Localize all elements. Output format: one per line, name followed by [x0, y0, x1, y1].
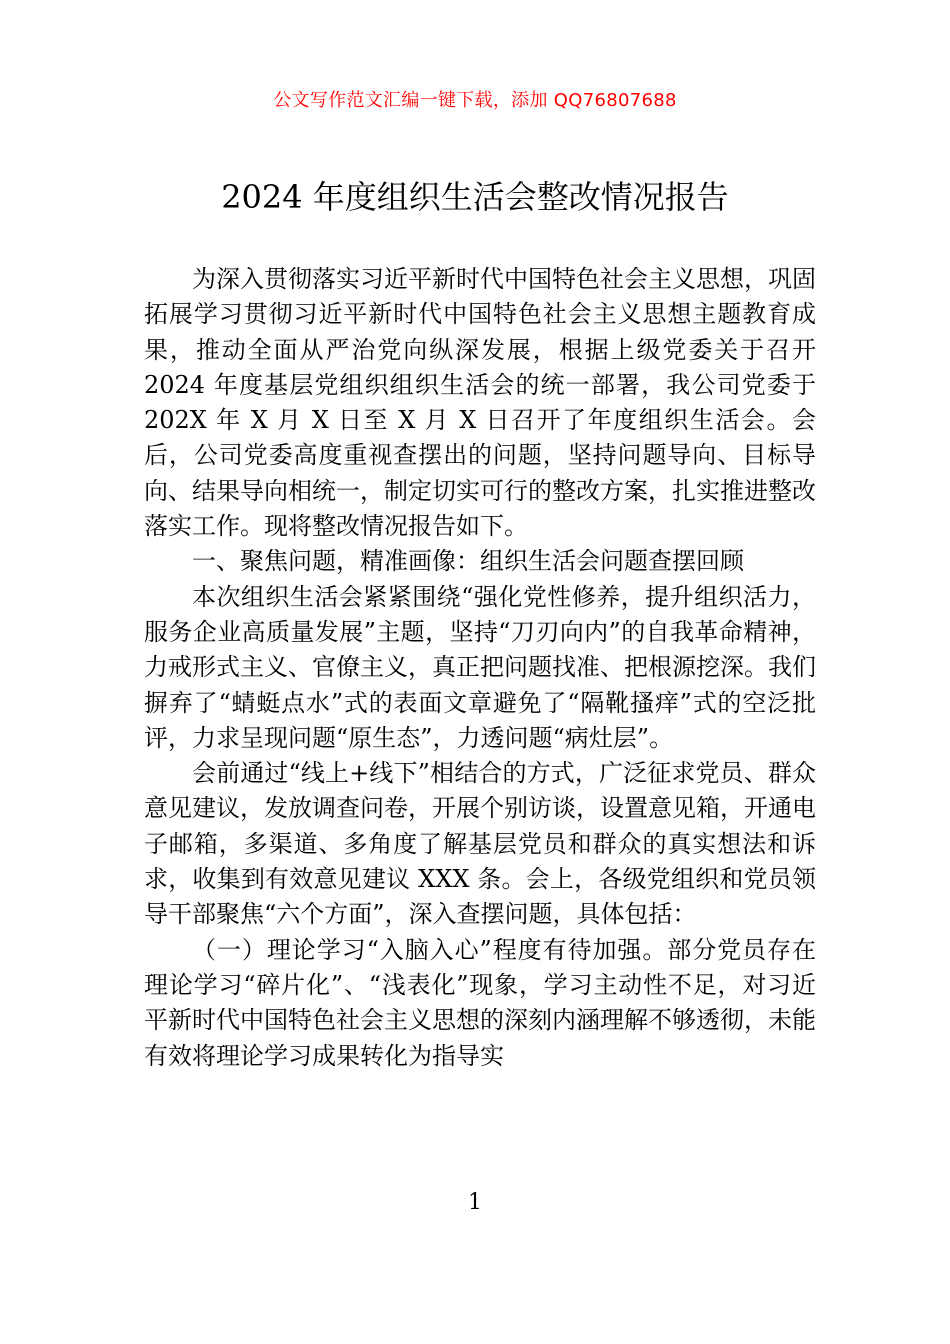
section-heading-1: 一、聚焦问题，精准画像：组织生活会问题查摆回顾 — [192, 547, 744, 576]
paragraph-collection: 会前通过“线上+线下”相结合的方式，广泛征求党员、群众意见建议，发放调查问卷，开展个别访谈，设置意见箱，开通电子邮箱，多渠道、多角度了解基层党员和群众的真实想法和诉求，收集到有效意见建议 XXX 条。会上，各级党组织和党员领导干部聚焦“六个方面”，深入查摆问题，具体包括： — [144, 759, 816, 929]
watermark-text: 公文写作范文汇编一键下载，添加 QQ76807688 — [273, 90, 677, 111]
paragraph-intro: 为深入贯彻落实习近平新时代中国特色社会主义思想，巩固拓展学习贯彻习近平新时代中国特色社会主义思想主题教育成果，推动全面从严治党向纵深发展，根据上级党委关于召开 2024 年度基层党组织组织生活会的统一部署，我公司党委于 202X 年 X 月 X 日至 X 月 X 日召开了年度组织生活会。会后，公司党委高度重视查摆出的问题，坚持问题导向、目标导向、结果导向相统一，制定切实可行的整改方案，扎实推进整改落实工作。现将整改情况报告如下。 — [144, 265, 816, 541]
page-number: 1 — [468, 1190, 482, 1215]
document-body — [144, 262, 816, 1074]
document-title: 2024 年度组织生活会整改情况报告 — [221, 178, 729, 216]
paragraph-theme: 本次组织生活会紧紧围绕“强化党性修养，提升组织活力，服务企业高质量发展”主题，坚持“刀刃向内”的自我革命精神，力戒形式主义、官僚主义，真正把问题找准、把根源挖深。我们摒弃了“蜻蜓点水”式的表面文章避免了“隔靴搔痒”式的空泛批评，力求呈现问题“原生态”，力透问题“病灶层”。 — [144, 582, 816, 752]
paragraph-item-1: （一）理论学习“入脑入心”程度有待加强。部分党员存在理论学习“碎片化”、“浅表化”现象，学习主动性不足，对习近平新时代中国特色社会主义思想的深刻内涵理解不够透彻，未能有效将理论学习成果转化为指导实 — [144, 935, 816, 1070]
